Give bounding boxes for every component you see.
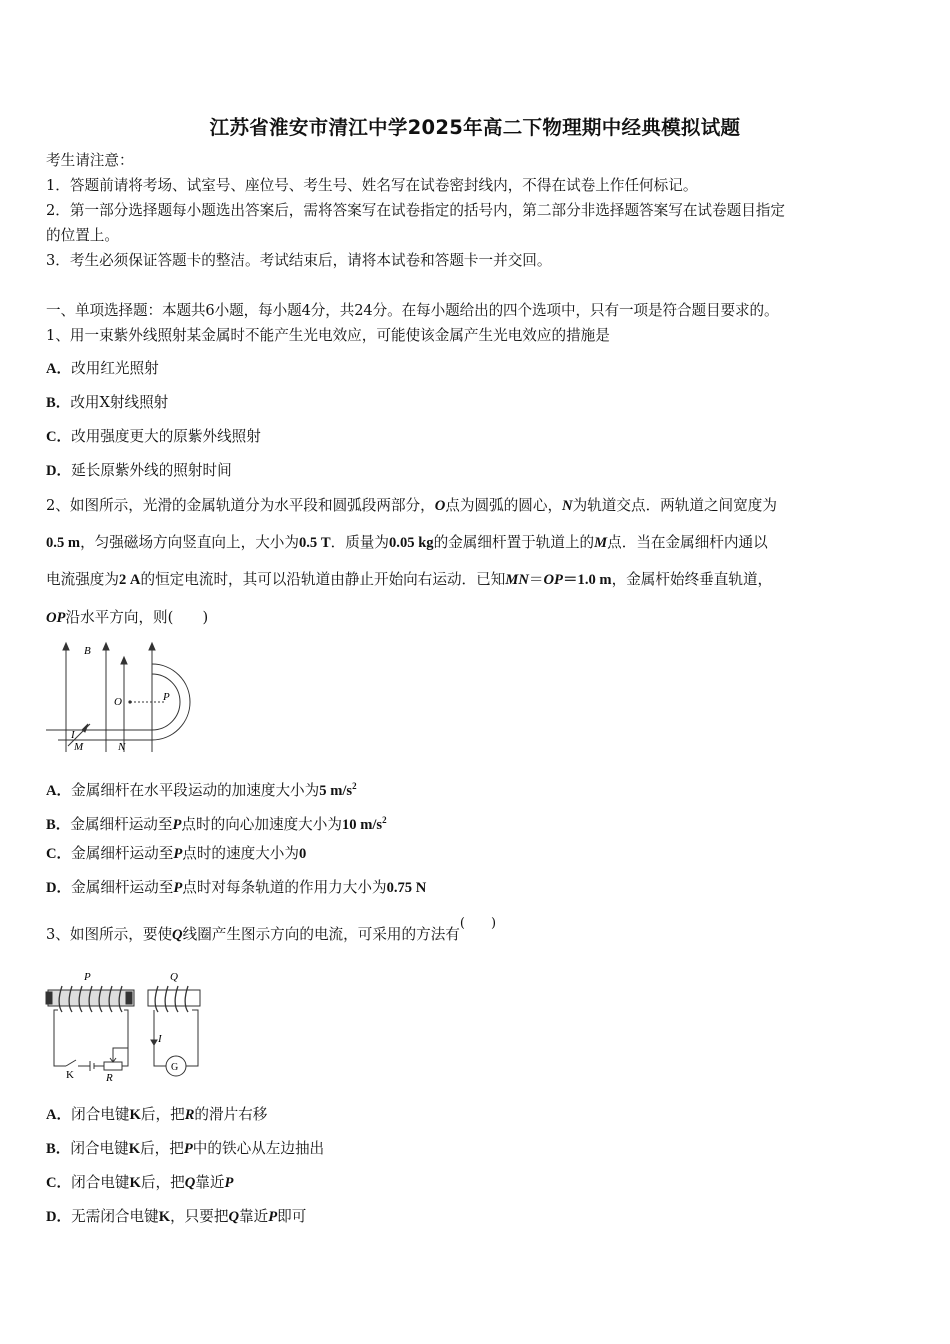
value: 0.05 kg	[389, 535, 434, 551]
question-2-stem-line4	[46, 609, 208, 627]
label-Q: Q	[170, 971, 178, 983]
option-text: 闭合电键	[70, 1140, 129, 1157]
question-3-stem	[46, 916, 497, 945]
question-1-stem: 1、用一束紫外线照射某金属时不能产生光电效应，可能使该金属产生光电效应的措施是	[46, 327, 610, 344]
option-text: 点时对每条轨道的作用力大小为	[182, 879, 387, 896]
text: 点．当在金属细杆内通以	[607, 534, 768, 551]
option-text: 改用红光照射	[71, 360, 159, 377]
question-2-stem-line1	[46, 497, 777, 515]
question-2-stem-line3	[46, 571, 772, 589]
text: 2、如图所示，光滑的金属轨道分为水平段和圆弧段两部分，	[46, 497, 435, 514]
var-K: K	[129, 1107, 141, 1123]
q2-option-a[interactable]	[46, 777, 357, 800]
text: ．质量为	[330, 534, 389, 551]
option-sup: 2	[352, 781, 357, 791]
label-R: R	[106, 1072, 113, 1084]
option-text: 靠近	[239, 1208, 269, 1225]
option-text: 金属细杆运动至	[70, 816, 173, 833]
option-label: D．	[46, 1209, 72, 1225]
option-value: 5 m/s	[319, 783, 353, 799]
option-value: 0	[299, 846, 307, 862]
value: 0.5 T	[298, 535, 331, 551]
option-text: 的滑片右移	[194, 1106, 268, 1123]
q2-option-c[interactable]	[46, 845, 306, 863]
var-MN: MN	[505, 572, 529, 588]
q1-option-a[interactable]	[46, 360, 159, 378]
var: P	[183, 1141, 193, 1157]
var-P: P	[173, 846, 183, 862]
text: 电流强度为	[46, 571, 119, 588]
option-text: 延长原紫外线的照射时间	[71, 462, 232, 479]
q3-option-c[interactable]	[46, 1174, 233, 1192]
notice-heading: 考生请注意：	[46, 152, 134, 169]
option-text: 金属细杆运动至	[71, 879, 174, 896]
option-label: B．	[46, 1141, 71, 1157]
option-label: C．	[46, 846, 72, 862]
var-K: K	[128, 1141, 141, 1157]
option-text: 改用强度更大的原紫外线照射	[71, 428, 261, 445]
option-value: 10 m/s	[341, 817, 383, 833]
label-I: I	[71, 729, 75, 741]
q3-option-a[interactable]	[46, 1106, 267, 1124]
q1-option-b[interactable]	[46, 394, 168, 412]
label-I: I	[158, 1033, 162, 1045]
option-value: 0.75 N	[386, 880, 427, 896]
option-label: C．	[46, 1175, 72, 1191]
label-K: K	[66, 1069, 74, 1081]
rail-figure	[44, 640, 194, 755]
notice-item: 2．第一部分选择题每小题选出答案后，需将答案写在试卷指定的括号内，第二部分非选择题答案写在试卷题目指定	[46, 202, 785, 219]
var-K: K	[129, 1175, 141, 1191]
option-text: 中的铁心从左边抽出	[192, 1140, 325, 1157]
text: ，金属杆始终垂直轨道，	[611, 571, 773, 588]
text: 的金属细杆置于轨道上的	[433, 534, 595, 551]
text: ＝	[528, 571, 544, 588]
var: P	[224, 1175, 234, 1191]
option-text: 点时的速度大小为	[182, 845, 299, 862]
label-P: P	[84, 971, 91, 983]
label-P: P	[163, 691, 170, 703]
q3-option-b[interactable]	[46, 1140, 324, 1158]
text: 沿水平方向，则( )	[65, 609, 209, 626]
option-label: A．	[46, 1107, 72, 1123]
q3-option-d[interactable]	[46, 1208, 306, 1226]
var-OP: OP	[543, 572, 563, 588]
var: P	[268, 1209, 278, 1225]
text: ，匀强磁场方向竖直向上，大小为	[80, 534, 299, 551]
notice-item: 3．考生必须保证答题卡的整洁。考试结束后，请将本试卷和答题卡一并交回。	[46, 252, 552, 269]
value: 0.5 m	[46, 535, 81, 551]
option-text: 后，把	[140, 1106, 185, 1123]
answer-bracket: ( )	[459, 916, 497, 931]
var-O: O	[434, 498, 446, 514]
coil-figure	[44, 966, 219, 1084]
label-N: N	[118, 741, 126, 753]
option-text: 改用X射线照射	[70, 394, 169, 411]
section-heading: 一、单项选择题：本题共6小题，每小题4分，共24分。在每小题给出的四个选项中，只有一项是符合题目要求的。	[46, 302, 779, 319]
option-text: 无需闭合电键	[71, 1208, 159, 1225]
text: 的恒定电流时，其可以沿轨道由静止开始向右运动．已知	[140, 571, 506, 588]
text: 线圈产生图示方向的电流，可采用的方法有	[182, 926, 460, 943]
option-text: 金属细杆运动至	[71, 845, 174, 862]
option-text: 闭合电键	[71, 1174, 130, 1191]
var-K: K	[158, 1209, 171, 1225]
label-B: B	[84, 645, 91, 657]
text: 3、如图所示，要使	[46, 926, 173, 943]
q2-option-d[interactable]	[46, 879, 426, 897]
label-M: M	[74, 741, 84, 753]
q2-option-b[interactable]	[46, 811, 387, 834]
option-label: B．	[46, 817, 71, 833]
var-M: M	[594, 535, 608, 551]
option-sup: 2	[382, 815, 387, 825]
value: 2 A	[118, 572, 141, 588]
option-label: C．	[46, 429, 72, 445]
option-text: 后，把	[140, 1174, 185, 1191]
notice-item: 的位置上。	[46, 227, 119, 244]
option-label: A．	[46, 361, 72, 377]
option-text: 点时的向心加速度大小为	[181, 816, 342, 833]
question-2-stem-line2	[46, 534, 768, 552]
var-N: N	[562, 498, 573, 514]
text: 为轨道交点．两轨道之间宽度为	[572, 497, 777, 514]
option-text: 靠近	[195, 1174, 225, 1191]
value: ＝1.0 m	[562, 572, 612, 588]
page-title: 江苏省淮安市清江中学2025年高二下物理期中经典模拟试题	[209, 116, 741, 139]
text: 点为圆弧的圆心，	[445, 497, 563, 514]
q1-option-d[interactable]	[46, 462, 232, 480]
option-text: 闭合电键	[71, 1106, 130, 1123]
label-G: G	[171, 1062, 179, 1073]
option-label: B．	[46, 395, 71, 411]
option-label: D．	[46, 880, 72, 896]
option-text: ，只要把	[170, 1208, 229, 1225]
notice-item: 1．答题前请将考场、试室号、座位号、考生号、姓名写在试卷密封线内，不得在试卷上作任何标记。	[46, 177, 698, 194]
option-label: D．	[46, 463, 72, 479]
var-Q: Q	[172, 927, 183, 943]
option-text: 后，把	[140, 1140, 184, 1157]
var-P: P	[173, 880, 183, 896]
option-text: 金属细杆在水平段运动的加速度大小为	[71, 782, 320, 799]
var-P: P	[172, 817, 182, 833]
var-OP: OP	[46, 610, 66, 626]
option-label: A．	[46, 783, 72, 799]
var: Q	[184, 1175, 196, 1191]
option-text: 即可	[277, 1208, 307, 1225]
label-O: O	[114, 696, 122, 708]
var: Q	[228, 1209, 240, 1225]
q1-option-c[interactable]	[46, 428, 261, 446]
var: R	[184, 1107, 195, 1123]
